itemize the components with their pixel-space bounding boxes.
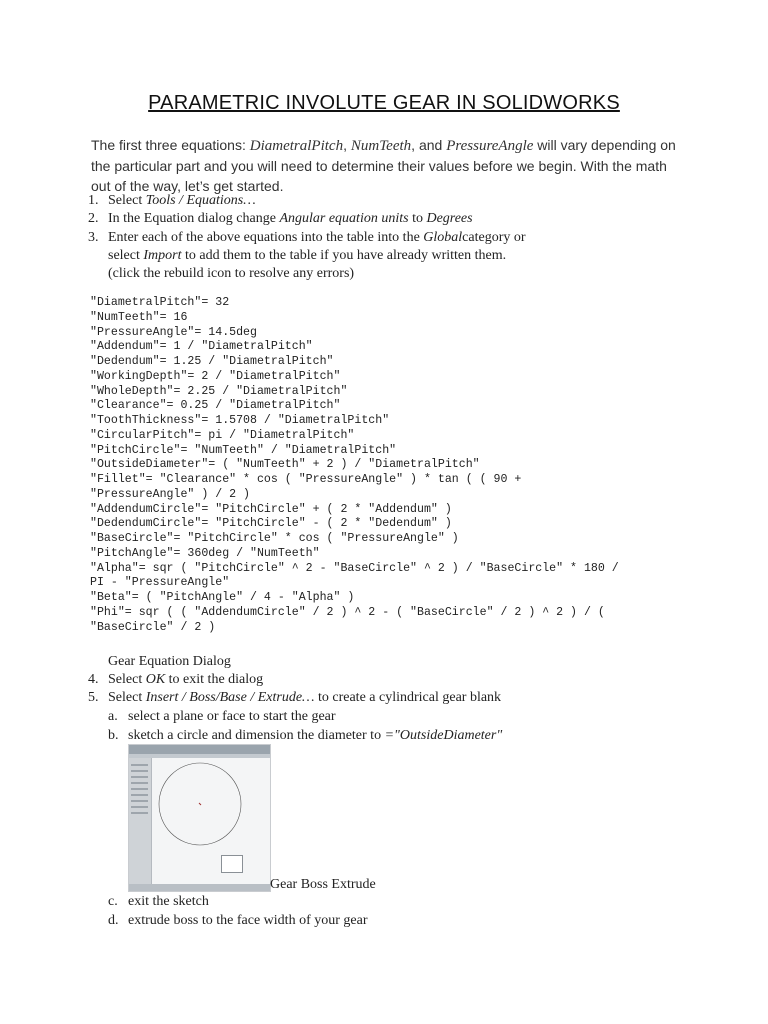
equation-line: "AddendumCircle"= "PitchCircle" + ( 2 * "Addendum" ) bbox=[90, 502, 452, 516]
equation-line: "PitchAngle"= 360deg / "NumTeeth" bbox=[90, 546, 320, 560]
app-status-bar bbox=[129, 884, 270, 891]
equation-line: "ToothThickness"= 1.5708 / "DiametralPitch" bbox=[90, 414, 390, 427]
step-text: Enter each of the above equations into the table into the Globalcategory or bbox=[108, 230, 526, 245]
equation-line: "PressureAngle"= 14.5deg bbox=[90, 325, 257, 339]
intro-sep: , bbox=[343, 137, 351, 153]
equation-line: "Phi"= sqr ( ( "AddendumCircle" / 2 ) ^ 2 - ( "BaseCircle" / 2 ) ^ 2 ) / ( bbox=[90, 605, 605, 619]
equation-line: "Alpha"= sqr ( "PitchCircle" ^ 2 - "BaseCircle" ^ 2 ) / "BaseCircle" * 180 / bbox=[90, 561, 619, 575]
intro-term-diametralpitch: DiametralPitch bbox=[249, 138, 344, 154]
page-title: PARAMETRIC INVOLUTE GEAR IN SOLIDWORKS bbox=[148, 92, 620, 114]
substep-letter: c. bbox=[108, 894, 118, 909]
equation-line: "CircularPitch"= pi / "DiametralPitch" bbox=[90, 428, 355, 442]
equation-list bbox=[90, 296, 690, 635]
substep-letter: b. bbox=[108, 728, 119, 743]
substep-text: sketch a circle and dimension the diameter to ="OutsideDiameter" bbox=[128, 728, 503, 743]
equation-line: "WorkingDepth"= 2 / "DiametralPitch" bbox=[90, 369, 341, 383]
equation-line: "WholeDepth"= 2.25 / "DiametralPitch" bbox=[90, 384, 348, 398]
equation-line: "Dedendum"= 1.25 / "DiametralPitch" bbox=[90, 355, 334, 368]
intro-text: The first three equations: bbox=[91, 137, 250, 153]
equation-line: "BaseCircle" / 2 ) bbox=[90, 620, 216, 634]
intro-paragraph bbox=[91, 135, 681, 196]
step-text: Select Tools / Equations… bbox=[108, 193, 256, 208]
step-number: 3. bbox=[88, 230, 99, 245]
step-text: Select Insert / Boss/Base / Extrude… to create a cylindrical gear blank bbox=[108, 690, 502, 705]
step-number: 2. bbox=[88, 211, 99, 226]
dimension-dialog-icon bbox=[221, 855, 243, 873]
intro-sep: , and bbox=[411, 137, 447, 153]
step-text: Select OK to exit the dialog bbox=[108, 672, 264, 687]
intro-term-pressureangle: PressureAngle bbox=[446, 138, 534, 154]
equation-line: "Clearance"= 0.25 / "DiametralPitch" bbox=[90, 399, 341, 413]
substep-letter: a. bbox=[108, 709, 118, 724]
solidworks-sketch-screenshot bbox=[128, 744, 271, 892]
caption-gear-equation-dialog: Gear Equation Dialog bbox=[108, 654, 231, 669]
substep-letter: d. bbox=[108, 913, 119, 928]
sketch-canvas bbox=[152, 758, 270, 884]
substep-text: exit the sketch bbox=[128, 894, 209, 909]
intro-text: will vary depending on the particular part and you will need to determine their values before we begin. With the math out of the way, let’s get started. bbox=[91, 137, 676, 194]
substep-text: extrude boss to the face width of your gear bbox=[128, 913, 368, 928]
rebuild-note: (click the rebuild icon to resolve any errors) bbox=[108, 266, 355, 281]
equation-line: "PressureAngle" ) / 2 ) bbox=[90, 487, 251, 501]
equation-line: PI - "PressureAngle" bbox=[90, 576, 230, 590]
caption-gear-boss-extrude: Gear Boss Extrude bbox=[270, 877, 376, 892]
equation-line: "PitchCircle"= "NumTeeth" / "DiametralPitch" bbox=[90, 443, 397, 457]
step-number: 5. bbox=[88, 690, 99, 705]
app-toolbar bbox=[129, 745, 270, 754]
step-number: 4. bbox=[88, 672, 99, 687]
intro-term-numteeth: NumTeeth bbox=[350, 138, 412, 154]
equation-line: "Fillet"= "Clearance" * cos ( "PressureAngle" ) * tan ( ( 90 + bbox=[90, 473, 522, 486]
sketch-circle-graphic bbox=[152, 758, 270, 884]
equation-line: "Beta"= ( "PitchAngle" / 4 - "Alpha" ) bbox=[90, 591, 355, 604]
equation-line: "Addendum"= 1 / "DiametralPitch" bbox=[90, 340, 313, 354]
step-text: In the Equation dialog change Angular equation units to Degrees bbox=[108, 211, 473, 226]
equation-line: "DiametralPitch"= 32 bbox=[90, 296, 230, 309]
equation-line: "DedendumCircle"= "PitchCircle" - ( 2 * "Dedendum" ) bbox=[90, 517, 452, 531]
step-number: 1. bbox=[88, 193, 99, 208]
equation-line: "BaseCircle"= "PitchCircle" * cos ( "PressureAngle" ) bbox=[90, 532, 459, 545]
equation-line: "OutsideDiameter"= ( "NumTeeth" + 2 ) / "DiametralPitch" bbox=[90, 458, 480, 472]
equation-line: "NumTeeth"= 16 bbox=[90, 310, 188, 324]
feature-manager-panel bbox=[129, 758, 152, 891]
center-mark bbox=[199, 803, 201, 805]
step-text: select Import to add them to the table if you have already written them. bbox=[108, 248, 507, 263]
substep-text: select a plane or face to start the gear bbox=[128, 709, 336, 724]
